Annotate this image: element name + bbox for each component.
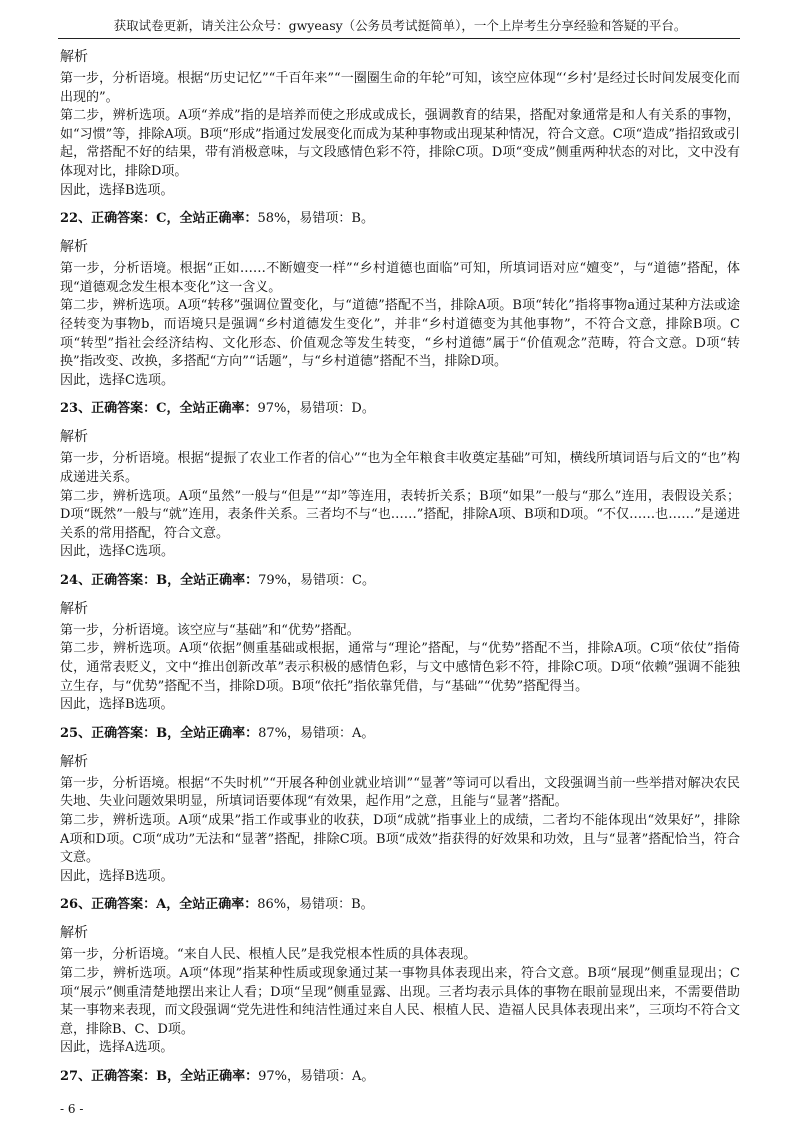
analysis-paragraph: 第一步，分析语境。“来自人民、根植人民”是我党根本性质的具体表现。 bbox=[60, 947, 477, 963]
accuracy-rate: 86%， bbox=[257, 897, 300, 913]
accuracy-rate: 58%， bbox=[257, 211, 300, 227]
header-divider bbox=[58, 38, 740, 39]
answer-label: 正确答案： bbox=[91, 897, 157, 913]
page-header: 获取试卷更新，请关注公众号：gwyeasy（公务员考试挺简单），一个上岸考生分享经验和答疑的平台。 bbox=[113, 18, 687, 33]
question-section bbox=[60, 1066, 740, 1088]
analysis-paragraph: 第二步，辨析选项。A项“依据”侧重基础或根据，通常与“理论”搭配，与“优势”搭配不当，排除A项。C项“依仗”指倚仗，通常表贬义，文中“推出创新改革”表示积极的感情色彩，与文中感情色彩不符，排除C项。D项“依赖”强调不能独立生存，与“优势”搭配不当，排除D项。B项“依托”指依靠凭借，与“基础”“优势”搭配得当。 bbox=[60, 641, 740, 694]
accuracy-label: 全站正确率： bbox=[179, 897, 258, 913]
analysis-heading: 解析 bbox=[60, 600, 88, 617]
analysis-heading: 解析 bbox=[60, 239, 88, 256]
answer-line bbox=[60, 723, 740, 745]
accuracy-rate: 97%， bbox=[257, 401, 300, 417]
question-section bbox=[60, 46, 740, 200]
analysis-heading: 解析 bbox=[60, 429, 88, 446]
question-section bbox=[60, 208, 740, 390]
answer-value: B， bbox=[156, 725, 181, 741]
analysis-paragraph: 第一步，分析语境。根据“历史记忆”“千百年来”“一圈圈生命的年轮”可知，该空应体现“‘乡村’是经过长时间发展变化而出现的”。 bbox=[60, 71, 740, 105]
answer-line bbox=[60, 894, 740, 916]
answer-value: A， bbox=[156, 897, 180, 913]
question-number: 27、 bbox=[60, 1068, 92, 1084]
question-section bbox=[60, 570, 740, 715]
analysis-heading: 解析 bbox=[60, 49, 88, 65]
wrong-option: 易错项：D。 bbox=[299, 401, 375, 417]
question-number: 23、 bbox=[60, 401, 92, 417]
wrong-option: 易错项：A。 bbox=[300, 1068, 375, 1084]
wrong-option: 易错项：A。 bbox=[300, 725, 375, 741]
document-body bbox=[60, 42, 740, 1094]
answer-label: 正确答案： bbox=[91, 572, 157, 588]
accuracy-label: 全站正确率： bbox=[180, 1068, 259, 1084]
analysis-paragraph: 因此，选择B选项。 bbox=[60, 697, 174, 713]
accuracy-label: 全站正确率： bbox=[179, 401, 258, 417]
analysis-paragraph: 第二步，辨析选项。A项“转移”强调位置变化，与“道德”搭配不当，排除A项。B项“转化”指将事物a通过某种方法或途径转变为事物b，而语境只是强调“乡村道德发生变化”，并非“乡村道德变为其他事物”，不符合文意，排除B项。C项“转型”指社会经济结构、文化形态、价值观念等发生转变，“乡村道德”属于“价值观念”范畴，符合文意。D项“转换”指改变、改换，多搭配“方向”“话题”，与“乡村道德”搭配不当，排除D项。 bbox=[60, 298, 740, 370]
question-section bbox=[60, 723, 740, 887]
analysis-paragraph: 第二步，辨析选项。A项“成果”指工作或事业的收获，D项“成就”指事业上的成绩，二者均不能体现出“效果好”，排除A项和D项。C项“成功”无法和“显著”搭配，排除C项。B项“成效”指获得的好效果和功效，且与“显著”搭配恰当，符合文意。 bbox=[60, 813, 740, 866]
analysis-paragraph: 第一步，分析语境。根据“正如……不断嬗变一样”“乡村道德也面临”可知，所填词语对应“嬗变”，与“道德”搭配，体现“道德观念发生根本变化”这一含义。 bbox=[60, 261, 740, 295]
analysis-paragraph: 因此，选择B选项。 bbox=[60, 868, 174, 884]
analysis-heading: 解析 bbox=[60, 925, 88, 942]
analysis-paragraph: 因此，选择C选项。 bbox=[60, 372, 174, 388]
answer-label: 正确答案： bbox=[91, 1068, 157, 1084]
accuracy-rate: 79%， bbox=[258, 572, 301, 588]
analysis-heading: 解析 bbox=[60, 753, 88, 770]
answer-value: B， bbox=[156, 572, 181, 588]
analysis-paragraph: 因此，选择B选项。 bbox=[60, 182, 174, 198]
wrong-option: 易错项：C。 bbox=[300, 572, 375, 588]
analysis-paragraph: 第一步，分析语境。根据“提振了农业工作者的信心”“也为全年粮食丰收奠定基础”可知，横线所填词语与后文的“也”构成递进关系。 bbox=[60, 451, 740, 485]
accuracy-label: 全站正确率： bbox=[180, 725, 259, 741]
accuracy-label: 全站正确率： bbox=[179, 211, 258, 227]
analysis-paragraph: 因此，选择C选项。 bbox=[60, 544, 174, 560]
analysis-paragraph: 第一步，分析语境。根据“不失时机”“开展各种创业就业培训”“显著”等词可以看出，文段强调当前一些举措对解决农民失地、失业问题效果明显，所填词语要体现“有效果，起作用”之意，且能与“显著”搭配。 bbox=[60, 775, 740, 810]
answer-line bbox=[60, 1066, 740, 1088]
answer-label: 正确答案： bbox=[91, 211, 157, 227]
analysis-paragraph: 第一步，分析语境。该空应与“基础”和“优势”搭配。 bbox=[60, 622, 360, 638]
analysis-paragraph: 第二步，辨析选项。A项“养成”指的是培养而使之形成或成长，强调教育的结果，搭配对象通常是和人有关系的事物，如“习惯”等，排除A项。B项“形成”指通过发展变化而成为某种事物或出现某种情况，符合文意。C项“造成”指招致或引起，常搭配不好的结果，带有消极意味，与文段感情色彩不符，排除C项。D项“变成”侧重两种状态的对比，文中没有体现对比，排除D项。 bbox=[60, 108, 740, 179]
question-number: 26、 bbox=[60, 897, 92, 913]
question-section bbox=[60, 894, 740, 1058]
answer-value: C， bbox=[156, 401, 180, 417]
answer-line bbox=[60, 570, 740, 592]
question-number: 22、 bbox=[60, 211, 92, 227]
question-number: 25、 bbox=[60, 725, 92, 741]
question-number: 24、 bbox=[60, 572, 92, 588]
wrong-option: 易错项：B。 bbox=[299, 211, 374, 227]
accuracy-rate: 87%， bbox=[258, 725, 301, 741]
analysis-paragraph: 第二步，辨析选项。A项“虽然”一般与“但是”“却”等连用，表转折关系；B项“如果”一般与“那么”连用，表假设关系；D项“既然”一般与“就”连用，表条件关系。三者均不与“也……”搭配，排除A项、B项和D项。“不仅……也……”是递进关系的常用搭配，符合文意。 bbox=[60, 488, 740, 541]
accuracy-label: 全站正确率： bbox=[180, 572, 259, 588]
answer-line bbox=[60, 398, 740, 420]
answer-line bbox=[60, 208, 740, 230]
wrong-option: 易错项：B。 bbox=[299, 897, 374, 913]
accuracy-rate: 97%， bbox=[258, 1068, 301, 1084]
answer-label: 正确答案： bbox=[91, 725, 157, 741]
answer-label: 正确答案： bbox=[91, 401, 157, 417]
question-section bbox=[60, 398, 740, 562]
answer-value: C， bbox=[156, 211, 180, 227]
analysis-paragraph: 因此，选择A选项。 bbox=[60, 1040, 174, 1056]
page-number: - 6 - bbox=[60, 1102, 84, 1116]
answer-value: B， bbox=[156, 1068, 181, 1084]
analysis-paragraph: 第二步，辨析选项。A项“体现”指某种性质或现象通过某一事物具体表现出来，符合文意。B项“展现”侧重显现出；C项“展示”侧重清楚地摆出来让人看；D项“呈现”侧重显露、出现。三者均表示具体的事物在眼前显现出来，不需要借助某一事物来表现，而文段强调“党先进性和纯洁性通过来自人民、根植人民、造福人民具体表现出来”，三项均不符合文意，排除B、C、D项。 bbox=[60, 966, 740, 1037]
